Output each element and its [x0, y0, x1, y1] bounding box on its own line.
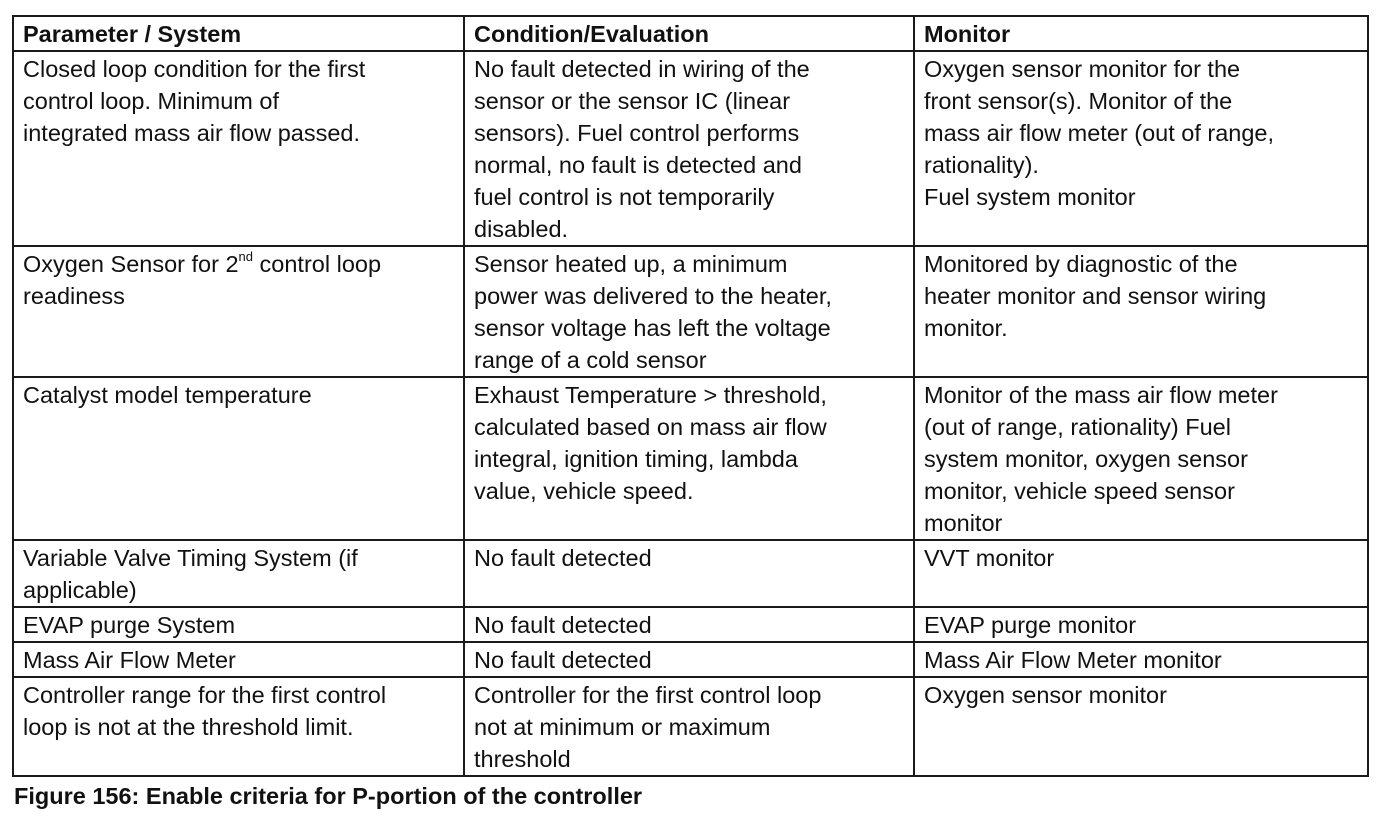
parameter-cell — [13, 540, 464, 607]
cell-text: No fault detected — [474, 545, 652, 571]
cell-text-part: Oxygen Sensor for 2 — [23, 251, 239, 277]
parameter-cell — [13, 377, 464, 540]
cell-text: loop is not at the threshold limit. — [23, 714, 354, 740]
cell-text: Mass Air Flow Meter monitor — [924, 647, 1222, 673]
table-row — [13, 607, 1368, 642]
condition-cell — [464, 246, 914, 377]
table-header-row — [13, 16, 1368, 51]
cell-text: Closed loop condition for the first — [23, 56, 366, 82]
parameter-cell — [13, 642, 464, 677]
cell-text: sensor or the sensor IC (linear — [474, 88, 791, 114]
cell-text: Monitored by diagnostic of the — [924, 251, 1238, 277]
cell-text: Variable Valve Timing System (if — [23, 545, 358, 571]
cell-text: sensor voltage has left the voltage — [474, 315, 831, 341]
cell-text: EVAP purge System — [23, 612, 236, 638]
condition-cell — [464, 51, 914, 246]
cell-text: threshold — [474, 746, 571, 772]
cell-text: EVAP purge monitor — [924, 612, 1137, 638]
parameter-cell — [13, 677, 464, 776]
superscript: nd — [238, 249, 253, 264]
cell-text: mass air flow meter (out of range, — [924, 120, 1275, 146]
cell-text: Monitor of the mass air flow meter — [924, 382, 1278, 408]
cell-text: rationality). — [924, 152, 1039, 178]
cell-text: (out of range, rationality) Fuel — [924, 414, 1231, 440]
header-parameter: Parameter / System — [13, 16, 464, 51]
figure-caption: Figure 156: Enable criteria for P-portion of the controller — [14, 783, 643, 809]
cell-text: Controller range for the first control — [23, 682, 387, 708]
table-row — [13, 377, 1368, 540]
table-row — [13, 677, 1368, 776]
cell-text: calculated based on mass air flow — [474, 414, 827, 440]
cell-text-part: control loop — [253, 251, 382, 277]
cell-text: monitor. — [924, 315, 1008, 341]
table-row — [13, 246, 1368, 377]
cell-text: Exhaust Temperature > threshold, — [474, 382, 827, 408]
parameter-cell — [13, 607, 464, 642]
cell-text: monitor — [924, 510, 1003, 536]
cell-text: control loop. Minimum of — [23, 88, 279, 114]
cell-text: applicable) — [23, 577, 137, 603]
cell-text: monitor, vehicle speed sensor — [924, 478, 1235, 504]
cell-text: No fault detected in wiring of the — [474, 56, 810, 82]
cell-text: No fault detected — [474, 647, 652, 673]
cell-text: heater monitor and sensor wiring — [924, 283, 1267, 309]
monitor-cell — [914, 642, 1368, 677]
table-row — [13, 540, 1368, 607]
cell-text: Fuel system monitor — [924, 184, 1136, 210]
parameter-cell — [13, 246, 464, 377]
table-row — [13, 51, 1368, 246]
cell-text: No fault detected — [474, 612, 652, 638]
header-monitor: Monitor — [914, 16, 1368, 51]
cell-text: VVT monitor — [924, 545, 1055, 571]
condition-cell — [464, 677, 914, 776]
cell-text: Oxygen sensor monitor — [924, 682, 1167, 708]
monitor-cell — [914, 677, 1368, 776]
cell-text: not at minimum or maximum — [474, 714, 771, 740]
cell-text: value, vehicle speed. — [474, 478, 694, 504]
table-row — [13, 642, 1368, 677]
cell-text: Oxygen sensor monitor for the — [924, 56, 1241, 82]
monitor-cell — [914, 51, 1368, 246]
monitor-cell — [914, 607, 1368, 642]
condition-cell — [464, 540, 914, 607]
cell-text: integral, ignition timing, lambda — [474, 446, 798, 472]
cell-text: front sensor(s). Monitor of the — [924, 88, 1233, 114]
monitor-cell — [914, 246, 1368, 377]
cell-text: Catalyst model temperature — [23, 382, 312, 408]
condition-cell — [464, 377, 914, 540]
cell-text: integrated mass air flow passed. — [23, 120, 360, 146]
cell-text: sensors). Fuel control performs — [474, 120, 800, 146]
cell-text: fuel control is not temporarily — [474, 184, 775, 210]
cell-text: system monitor, oxygen sensor — [924, 446, 1248, 472]
cell-text: range of a cold sensor — [474, 347, 707, 373]
monitor-cell — [914, 377, 1368, 540]
condition-cell — [464, 607, 914, 642]
cell-text: disabled. — [474, 216, 569, 242]
enable-criteria-table — [12, 15, 1369, 777]
header-condition: Condition/Evaluation — [464, 16, 914, 51]
document — [12, 15, 1367, 777]
parameter-cell — [13, 51, 464, 246]
cell-text: Mass Air Flow Meter — [23, 647, 236, 673]
cell-text — [23, 248, 455, 280]
monitor-cell — [914, 540, 1368, 607]
condition-cell — [464, 642, 914, 677]
cell-text: normal, no fault is detected and — [474, 152, 802, 178]
cell-text: Sensor heated up, a minimum — [474, 251, 788, 277]
cell-text: Controller for the first control loop — [474, 682, 822, 708]
cell-text: readiness — [23, 283, 125, 309]
cell-text: power was delivered to the heater, — [474, 283, 832, 309]
